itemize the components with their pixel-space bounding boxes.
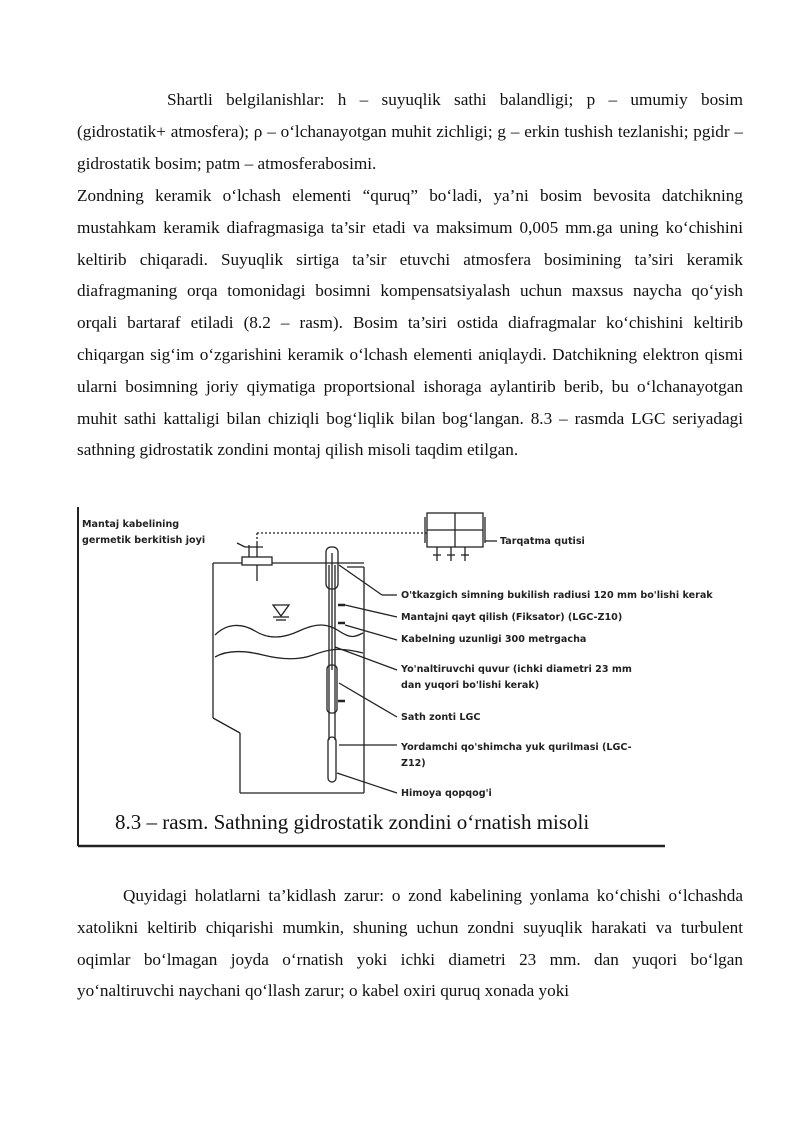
label-extra-weight-line2: Z12): [401, 758, 426, 769]
label-guide-pipe-line2: dan yuqori bo'lishi kerak): [401, 680, 540, 691]
label-bend-radius: O'tkazgich simning bukilish radiusi 120 mm bo'lishi kerak: [401, 590, 713, 601]
label-seal-line1: Mantaj kabelining: [82, 519, 180, 530]
label-protective-cap: Himoya qopqog'i: [401, 788, 492, 799]
installation-diagram: [77, 505, 667, 850]
label-extra-weight-line1: Yordamchi qo'shimcha yuk qurilmasi (LGC-: [401, 742, 632, 753]
label-cable-length: Kabelning uzunligi 300 metrgacha: [401, 634, 587, 645]
paragraph-notes: [77, 880, 743, 1007]
paragraph-ceramic-element: Zondning keramik oʻlchash elementi “quruq” boʻladi, ya’ni bosim bevosita datchikning mustahkam keramik diafragmasiga ta’sir etadi va maksimum 0,005 mm.ga uning koʻchishini keltirib chiqaradi. Suyuqlik sirtiga ta’sir etuvchi atmosfera bosimining ta’siri keramik diafragmaning orqa tomonidagi bosimni kompensatsiyalash uchun maxsus naycha qoʻyish orqali bartaraf etiladi (8.2 – rasm). Bosim ta’siri ostida diafragmalar koʻchishini keltirib chiqargan sigʻim oʻzgarishini keramik oʻlchash elementi aniqlaydi. Datchikning elektron qismi ularni bosimning joriy qiymatiga proportsional ishoraga aylantirib berib, bu oʻlchanayotgan muhit sathi kattaligi bilan chiziqli bogʻliqlik bilan bogʻlangan. 8.3 – rasmda LGC seriyadagi sathning gidrostatik zondini montaj qilish misoli taqdim etilgan.: [77, 186, 743, 460]
label-seal-line2: germetik berkitish joyi: [82, 535, 206, 546]
label-fixator: Mantajni qayt qilish (Fiksator) (LGC-Z10): [401, 612, 623, 623]
paragraph-notation: [77, 84, 743, 179]
figure-caption: 8.3 – rasm. Sathning gidrostatik zondini oʻrnatish misoli: [115, 810, 590, 834]
label-junction-box: Tarqatma qutisi: [500, 536, 585, 547]
installation-figure: [77, 505, 713, 850]
label-guide-pipe-line1: Yo'naltiruvchi quvur (ichki diametri 23 mm: [401, 664, 632, 675]
paragraph-notes-text: Quyidagi holatlarni ta’kidlash zarur: o zond kabelining yonlama koʻchishi oʻlchashda xatolikni keltirib chiqarishi mumkin, shuning uchun zondni suyuqlik harakati va turbulent oqimlar boʻlmagan joyda oʻrnatish yoki ichki diametri 23 mm. dan yuqori boʻlgan yoʻnaltiruvchi naychani qoʻllash zarur; o kabel oxiri quruq xonada yoki: [77, 886, 743, 1001]
paragraph-notation-text: Shartli belgilanishlar: h – suyuqlik sathi balandligi; p – umumiy bosim (gidrostatik+ atmosfera); ρ – oʻlchanayotgan muhit zichligi; g – erkin tushish tezlanishi; pgidr – gidrostatik bosim; patm – atmosferabosimi.: [77, 90, 743, 173]
label-level-probe: Sath zonti LGC: [401, 712, 481, 723]
